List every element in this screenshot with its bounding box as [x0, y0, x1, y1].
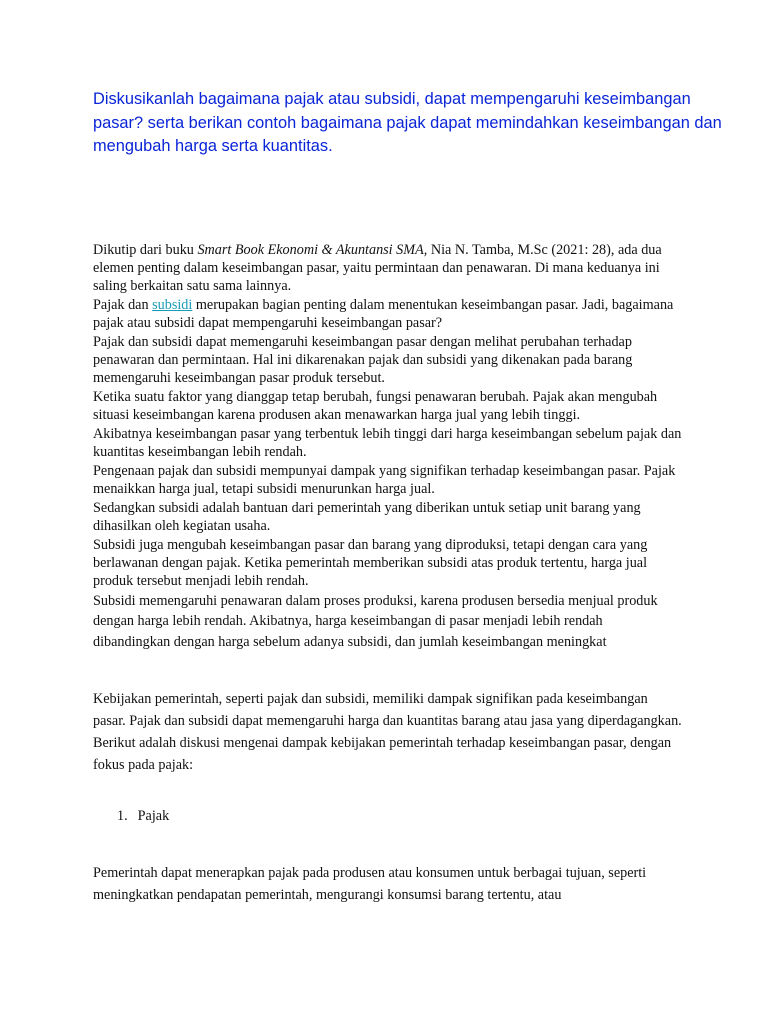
intro-suffix: Nia N. Tamba, M.Sc (2021: 28), ada dua elemen penting dalam keseimbangan pasar, yaitu permintaan dan penawaran. Di mana keduanya ini saling berkaitan satu sama lainnya. — [93, 242, 662, 294]
paragraph: Subsidi memengaruhi penawaran dalam proses produksi, karena produsen bersedia menjual produk dengan harga lebih rendah. Akibatnya, harga keseimbangan di pasar menjadi lebih rendah dibandingkan dengan harga sebelum adanya subsidi, dan jumlah keseimbangan meningkat — [93, 593, 658, 650]
paragraph: Subsidi juga mengubah keseimbangan pasar dan barang yang diproduksi, tetapi dengan cara yang berlawanan dengan pajak. Ketika pemerintah memberikan subsidi atas produk tertentu, harga jual produk tersebut menjadi lebih rendah. — [93, 537, 648, 589]
policy-paragraph: Kebijakan pemerintah, seperti pajak dan subsidi, memiliki dampak signifikan pada keseimbangan pasar. Pajak dan subsidi dapat memengaruhi harga dan kuantitas barang atau jasa yang diperdagangkan. Berikut adalah diskusi mengenai dampak kebijakan pemerintah terhadap keseimbangan pasar, dengan fokus pada pajak: — [93, 691, 682, 773]
paragraph: Ketika suatu faktor yang dianggap tetap berubah, fungsi penawaran berubah. Pajak akan mengubah situasi keseimbangan karena produsen akan menawarkan harga jual yang lebih tinggi. — [93, 389, 658, 423]
subsidi-link[interactable]: subsidi — [152, 297, 193, 313]
paragraph: Akibatnya keseimbangan pasar yang terbentuk lebih tinggi dari harga keseimbangan sebelum pajak dan kuantitas keseimbangan lebih rendah. — [93, 426, 682, 460]
final-paragraph: Pemerintah dapat menerapkan pajak pada produsen atau konsumen untuk berbagai tujuan, seperti meningkatkan pendapatan pemerintah, mengurangi konsumsi barang tertentu, atau — [93, 865, 647, 903]
numbered-list-item — [117, 806, 169, 826]
paragraph-pajak-subsidi — [93, 296, 683, 332]
article-body — [93, 241, 683, 653]
intro-prefix: Dikutip dari buku — [93, 242, 198, 258]
paragraph: Sedangkan subsidi adalah bantuan dari pemerintah yang diberikan untuk setiap unit barang yang dihasilkan oleh kegiatan usaha. — [93, 500, 641, 534]
paragraph: Pajak dan subsidi dapat memengaruhi keseimbangan pasar dengan melihat perubahan terhadap penawaran dan permintaan. Hal ini dikarenakan pajak dan subsidi yang dikenakan pada barang memengaruhi keseimbangan pasar produk tersebut. — [93, 334, 633, 386]
list-number: 1. — [117, 808, 128, 824]
p2-after-link: merupakan bagian penting dalam menentukan keseimbangan pasar. Jadi, bagaimana pajak atau subsidi dapat mempengaruhi keseimbangan pasar? — [93, 297, 674, 331]
p2-before-link: Pajak dan — [93, 297, 153, 313]
list-label: Pajak — [137, 808, 170, 824]
intro-paragraph — [93, 241, 683, 295]
paragraph: Pengenaan pajak dan subsidi mempunyai dampak yang signifikan terhadap keseimbangan pasar. Pajak menaikkan harga jual, tetapi subsidi menurunkan harga jual. — [93, 463, 676, 497]
question-heading: Diskusikanlah bagaimana pajak atau subsidi, dapat mempengaruhi keseimbangan pasar? serta berikan contoh bagaimana pajak dapat memindahkan keseimbangan dan mengubah harga serta kuantitas. — [93, 90, 722, 155]
book-title: Smart Book Ekonomi & Akuntansi SMA, — [197, 242, 428, 258]
